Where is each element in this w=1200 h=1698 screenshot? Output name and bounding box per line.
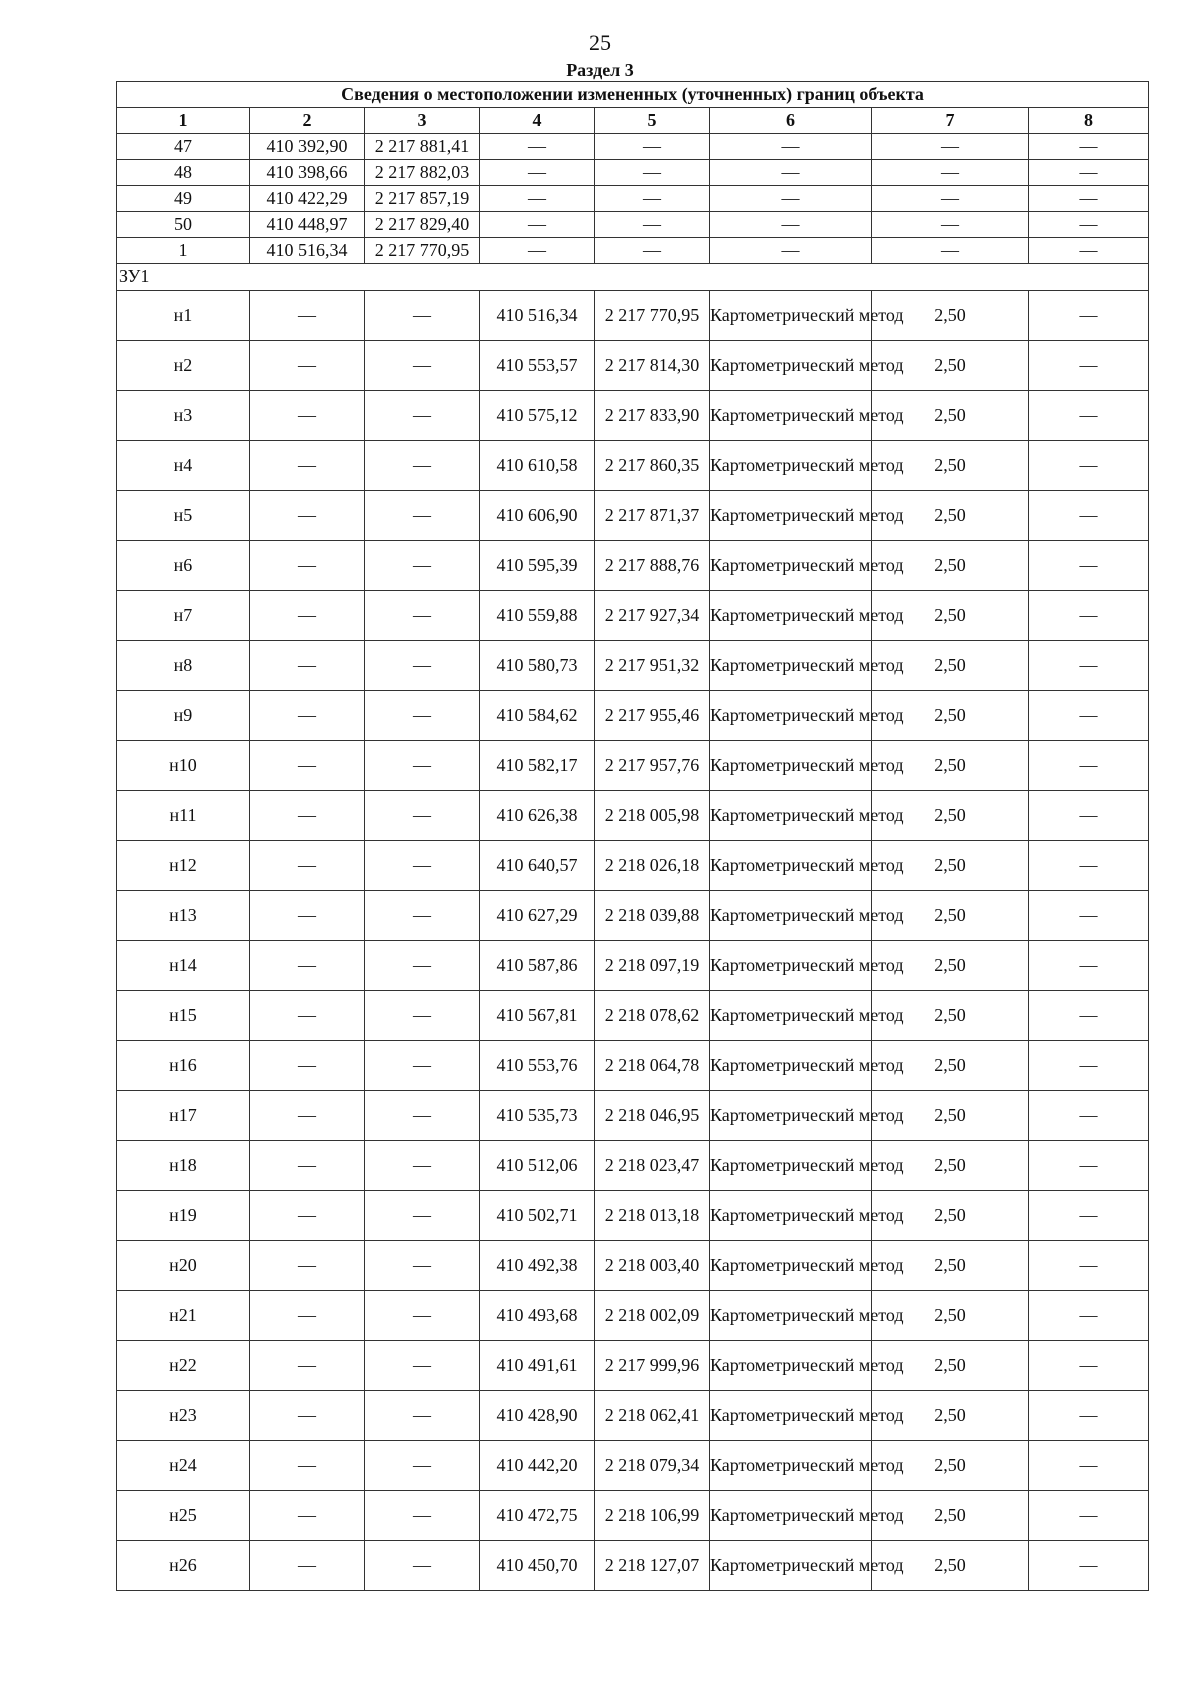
table-cell: — xyxy=(365,1191,480,1241)
table-cell: — xyxy=(365,1391,480,1441)
table-cell: 47 xyxy=(117,134,250,160)
table-cell: — xyxy=(365,691,480,741)
table-cell: — xyxy=(365,841,480,891)
table-cell: — xyxy=(250,991,365,1041)
table-cell: н1 xyxy=(117,291,250,341)
table-cell: — xyxy=(250,1491,365,1541)
table-cell: — xyxy=(872,212,1029,238)
table-cell: 2 217 857,19 xyxy=(365,186,480,212)
table-cell: 410 559,88 xyxy=(480,591,595,641)
table-cell: 410 493,68 xyxy=(480,1291,595,1341)
table-cell: 2 218 003,40 xyxy=(595,1241,710,1291)
table-cell: — xyxy=(250,841,365,891)
column-number: 6 xyxy=(710,108,872,134)
table-cell: 410 450,70 xyxy=(480,1541,595,1591)
table-cell: — xyxy=(1029,291,1149,341)
page-number: 25 xyxy=(589,30,611,55)
table-row xyxy=(117,491,1149,541)
table-cell: — xyxy=(250,291,365,341)
table-cell: — xyxy=(1029,1491,1149,1541)
table-cell: — xyxy=(595,160,710,186)
table-cell: — xyxy=(1029,991,1149,1041)
boundary-coordinates-table xyxy=(116,81,1149,1591)
table-cell: н18 xyxy=(117,1141,250,1191)
table-cell: — xyxy=(365,1291,480,1341)
table-cell: — xyxy=(595,186,710,212)
table-row xyxy=(117,791,1149,841)
table-row xyxy=(117,1391,1149,1441)
table-cell: — xyxy=(710,134,872,160)
table-cell: 2,50 xyxy=(872,1491,1029,1541)
table-cell: — xyxy=(1029,134,1149,160)
table-cell: Картометрический метод xyxy=(710,1041,872,1091)
table-cell: 410 428,90 xyxy=(480,1391,595,1441)
table-cell: — xyxy=(365,391,480,441)
table-cell: Картометрический метод xyxy=(710,691,872,741)
table-cell: — xyxy=(250,1291,365,1341)
table-cell: 410 587,86 xyxy=(480,941,595,991)
table-cell: — xyxy=(872,186,1029,212)
table-cell: — xyxy=(365,1141,480,1191)
table-cell: — xyxy=(872,238,1029,264)
group-row xyxy=(117,264,1149,291)
table-row xyxy=(117,1141,1149,1191)
table-cell: 410 516,34 xyxy=(480,291,595,341)
table-cell: — xyxy=(365,1341,480,1391)
table-row xyxy=(117,1491,1149,1541)
table-cell: н26 xyxy=(117,1541,250,1591)
table-row xyxy=(117,1041,1149,1091)
table-cell: Картометрический метод xyxy=(710,341,872,391)
table-cell: 2 217 770,95 xyxy=(365,238,480,264)
table-cell: — xyxy=(872,160,1029,186)
table-cell: — xyxy=(1029,1341,1149,1391)
table-cell: Картометрический метод xyxy=(710,1491,872,1541)
table-cell: 410 626,38 xyxy=(480,791,595,841)
table-cell: — xyxy=(1029,441,1149,491)
table-cell: н21 xyxy=(117,1291,250,1341)
table-cell: 410 512,06 xyxy=(480,1141,595,1191)
table-cell: Картометрический метод xyxy=(710,1091,872,1141)
table-cell: — xyxy=(1029,1291,1149,1341)
table-cell: 2 217 833,90 xyxy=(595,391,710,441)
table-cell: Картометрический метод xyxy=(710,791,872,841)
table-cell: — xyxy=(250,1141,365,1191)
table-cell: — xyxy=(710,186,872,212)
table-row xyxy=(117,134,1149,160)
table-cell: н5 xyxy=(117,491,250,541)
table-cell: — xyxy=(250,941,365,991)
table-cell: — xyxy=(250,641,365,691)
table-cell: 2,50 xyxy=(872,291,1029,341)
table-cell: 2,50 xyxy=(872,841,1029,891)
table-cell: н11 xyxy=(117,791,250,841)
table-cell: 410 392,90 xyxy=(250,134,365,160)
table-cell: 2,50 xyxy=(872,1241,1029,1291)
table-cell: н24 xyxy=(117,1441,250,1491)
table-cell: н13 xyxy=(117,891,250,941)
table-cell: 410 502,71 xyxy=(480,1191,595,1241)
table-cell: — xyxy=(1029,541,1149,591)
table-cell: — xyxy=(872,134,1029,160)
table-cell: — xyxy=(480,238,595,264)
table-cell: — xyxy=(595,212,710,238)
table-cell: 410 472,75 xyxy=(480,1491,595,1541)
table-cell: 2 218 023,47 xyxy=(595,1141,710,1191)
table-cell: 410 610,58 xyxy=(480,441,595,491)
table-cell: 2,50 xyxy=(872,1191,1029,1241)
table-cell: 2 217 829,40 xyxy=(365,212,480,238)
table-cell: — xyxy=(1029,1391,1149,1441)
table-cell: н16 xyxy=(117,1041,250,1091)
table-cell: 2 218 026,18 xyxy=(595,841,710,891)
table-cell: 2,50 xyxy=(872,391,1029,441)
table-cell: н19 xyxy=(117,1191,250,1241)
table-cell: 410 584,62 xyxy=(480,691,595,741)
table-cell: 2 217 888,76 xyxy=(595,541,710,591)
table-cell: 2,50 xyxy=(872,891,1029,941)
table-row xyxy=(117,160,1149,186)
table-cell: 410 448,97 xyxy=(250,212,365,238)
table-cell: 410 567,81 xyxy=(480,991,595,1041)
table-cell: Картометрический метод xyxy=(710,1341,872,1391)
table-cell: 2,50 xyxy=(872,1341,1029,1391)
table-cell: н22 xyxy=(117,1341,250,1391)
table-cell: Картометрический метод xyxy=(710,741,872,791)
table-cell: 410 535,73 xyxy=(480,1091,595,1141)
column-number: 8 xyxy=(1029,108,1149,134)
table-caption: Сведения о местоположении измененных (уточненных) границ объекта xyxy=(117,82,1149,108)
column-number: 5 xyxy=(595,108,710,134)
table-cell: — xyxy=(250,591,365,641)
table-cell: 410 516,34 xyxy=(250,238,365,264)
table-cell: 2,50 xyxy=(872,1291,1029,1341)
table-cell: — xyxy=(1029,1191,1149,1241)
table-cell: — xyxy=(1029,941,1149,991)
table-cell: н8 xyxy=(117,641,250,691)
table-cell: н10 xyxy=(117,741,250,791)
table-cell: 2,50 xyxy=(872,1391,1029,1441)
table-cell: Картометрический метод xyxy=(710,941,872,991)
table-row xyxy=(117,238,1149,264)
column-number: 4 xyxy=(480,108,595,134)
table-cell: — xyxy=(250,741,365,791)
table-cell: 2 217 999,96 xyxy=(595,1341,710,1391)
table-cell: Картометрический метод xyxy=(710,1291,872,1341)
table-cell: — xyxy=(365,1091,480,1141)
table-cell: 1 xyxy=(117,238,250,264)
table-cell: — xyxy=(595,134,710,160)
table-cell: — xyxy=(1029,841,1149,891)
table-row xyxy=(117,841,1149,891)
table-cell: Картометрический метод xyxy=(710,641,872,691)
table-cell: — xyxy=(1029,1091,1149,1141)
table-row xyxy=(117,1341,1149,1391)
table-cell: 2,50 xyxy=(872,341,1029,391)
table-cell: — xyxy=(710,212,872,238)
table-cell: Картометрический метод xyxy=(710,1141,872,1191)
table-caption-row xyxy=(117,82,1149,108)
table-cell: — xyxy=(365,891,480,941)
column-number: 2 xyxy=(250,108,365,134)
table-cell: 2 217 957,76 xyxy=(595,741,710,791)
table-row xyxy=(117,991,1149,1041)
table-cell: 49 xyxy=(117,186,250,212)
section-title: Раздел 3 xyxy=(566,60,634,80)
table-cell: н3 xyxy=(117,391,250,441)
table-row xyxy=(117,941,1149,991)
table-cell: 2,50 xyxy=(872,641,1029,691)
table-cell: Картометрический метод xyxy=(710,1241,872,1291)
table-cell: — xyxy=(250,891,365,941)
table-cell: Картометрический метод xyxy=(710,391,872,441)
table-cell: — xyxy=(365,491,480,541)
table-cell: — xyxy=(250,691,365,741)
table-cell: — xyxy=(250,1091,365,1141)
table-cell: Картометрический метод xyxy=(710,891,872,941)
table-cell: — xyxy=(710,160,872,186)
table-cell: 2 217 860,35 xyxy=(595,441,710,491)
table-cell: 2 217 814,30 xyxy=(595,341,710,391)
table-cell: 410 422,29 xyxy=(250,186,365,212)
table-cell: 2 218 002,09 xyxy=(595,1291,710,1341)
table-cell: — xyxy=(710,238,872,264)
table-cell: 2 218 005,98 xyxy=(595,791,710,841)
table-cell: 2,50 xyxy=(872,991,1029,1041)
table-cell: 2,50 xyxy=(872,1441,1029,1491)
table-cell: — xyxy=(1029,741,1149,791)
table-cell: — xyxy=(250,1341,365,1391)
table-cell: 2 218 064,78 xyxy=(595,1041,710,1091)
table-cell: н25 xyxy=(117,1491,250,1541)
table-cell: н6 xyxy=(117,541,250,591)
table-cell: 410 491,61 xyxy=(480,1341,595,1391)
table-cell: н15 xyxy=(117,991,250,1041)
table-cell: Картометрический метод xyxy=(710,591,872,641)
table-row xyxy=(117,1241,1149,1291)
table-cell: 2 217 881,41 xyxy=(365,134,480,160)
table-cell: — xyxy=(1029,186,1149,212)
table-cell: 410 640,57 xyxy=(480,841,595,891)
table-cell: н14 xyxy=(117,941,250,991)
table-row xyxy=(117,1541,1149,1591)
table-cell: — xyxy=(1029,491,1149,541)
table-cell: — xyxy=(365,441,480,491)
column-number: 3 xyxy=(365,108,480,134)
table-row xyxy=(117,391,1149,441)
table-cell: — xyxy=(365,1041,480,1091)
table-cell: — xyxy=(250,1391,365,1441)
table-row xyxy=(117,212,1149,238)
table-cell: — xyxy=(1029,691,1149,741)
table-cell: — xyxy=(250,791,365,841)
table-cell: — xyxy=(1029,891,1149,941)
column-number-row xyxy=(117,108,1149,134)
table-cell: Картометрический метод xyxy=(710,1391,872,1441)
table-cell: 2 218 097,19 xyxy=(595,941,710,991)
table-cell: 410 442,20 xyxy=(480,1441,595,1491)
table-cell: 50 xyxy=(117,212,250,238)
table-cell: — xyxy=(480,186,595,212)
table-cell: 410 606,90 xyxy=(480,491,595,541)
table-cell: — xyxy=(365,1491,480,1541)
table-cell: — xyxy=(1029,341,1149,391)
table-cell: н2 xyxy=(117,341,250,391)
table-row xyxy=(117,1441,1149,1491)
table-cell: — xyxy=(250,1541,365,1591)
table-cell: — xyxy=(365,541,480,591)
table-cell: 410 627,29 xyxy=(480,891,595,941)
table-cell: 2,50 xyxy=(872,1091,1029,1141)
table-cell: — xyxy=(1029,641,1149,691)
table-cell: — xyxy=(365,341,480,391)
column-number: 7 xyxy=(872,108,1029,134)
table-cell: 2 218 046,95 xyxy=(595,1091,710,1141)
table-cell: 410 553,76 xyxy=(480,1041,595,1091)
table-row xyxy=(117,1091,1149,1141)
table-cell: — xyxy=(595,238,710,264)
table-cell: — xyxy=(480,212,595,238)
table-cell: — xyxy=(365,791,480,841)
table-cell: 2 218 062,41 xyxy=(595,1391,710,1441)
table-cell: — xyxy=(1029,1241,1149,1291)
table-cell: 410 553,57 xyxy=(480,341,595,391)
table-cell: Картометрический метод xyxy=(710,291,872,341)
table-cell: Картометрический метод xyxy=(710,1191,872,1241)
table-row xyxy=(117,1191,1149,1241)
table-cell: 2 218 079,34 xyxy=(595,1441,710,1491)
table-cell: 2,50 xyxy=(872,491,1029,541)
table-cell: н12 xyxy=(117,841,250,891)
table-cell: н7 xyxy=(117,591,250,641)
table-cell: 2 217 871,37 xyxy=(595,491,710,541)
table-cell: — xyxy=(250,491,365,541)
table-cell: 2 218 127,07 xyxy=(595,1541,710,1591)
table-cell: — xyxy=(365,1541,480,1591)
table-cell: Картометрический метод xyxy=(710,491,872,541)
table-cell: 410 580,73 xyxy=(480,641,595,691)
table-cell: — xyxy=(365,591,480,641)
table-cell: 2,50 xyxy=(872,1141,1029,1191)
table-cell: — xyxy=(480,160,595,186)
table-cell: 2,50 xyxy=(872,591,1029,641)
table-cell: Картометрический метод xyxy=(710,841,872,891)
table-cell: 48 xyxy=(117,160,250,186)
table-row xyxy=(117,1291,1149,1341)
table-cell: 2 218 078,62 xyxy=(595,991,710,1041)
table-cell: — xyxy=(1029,238,1149,264)
table-cell: — xyxy=(250,1191,365,1241)
table-cell: Картометрический метод xyxy=(710,441,872,491)
table-cell: 2,50 xyxy=(872,691,1029,741)
table-cell: 2,50 xyxy=(872,791,1029,841)
table-cell: — xyxy=(1029,1041,1149,1091)
table-cell: — xyxy=(250,391,365,441)
table-cell: — xyxy=(250,441,365,491)
table-cell: — xyxy=(365,1441,480,1491)
table-row xyxy=(117,891,1149,941)
table-cell: 410 492,38 xyxy=(480,1241,595,1291)
table-cell: — xyxy=(1029,791,1149,841)
table-cell: н20 xyxy=(117,1241,250,1291)
table-cell: 2 217 927,34 xyxy=(595,591,710,641)
table-row xyxy=(117,591,1149,641)
table-cell: 2 218 106,99 xyxy=(595,1491,710,1541)
table-cell: — xyxy=(250,1441,365,1491)
table-cell: — xyxy=(365,991,480,1041)
table-cell: — xyxy=(480,134,595,160)
table-cell: 2,50 xyxy=(872,1041,1029,1091)
table-cell: н4 xyxy=(117,441,250,491)
table-cell: — xyxy=(1029,212,1149,238)
table-cell: — xyxy=(250,1041,365,1091)
table-cell: 2,50 xyxy=(872,541,1029,591)
table-cell: 2 217 770,95 xyxy=(595,291,710,341)
table-cell: 2 218 039,88 xyxy=(595,891,710,941)
table-cell: н23 xyxy=(117,1391,250,1441)
table-row xyxy=(117,186,1149,212)
table-cell: Картометрический метод xyxy=(710,541,872,591)
table-row xyxy=(117,441,1149,491)
table-row xyxy=(117,641,1149,691)
table-cell: — xyxy=(1029,1541,1149,1591)
table-cell: — xyxy=(365,941,480,991)
table-cell: Картометрический метод xyxy=(710,991,872,1041)
table-cell: — xyxy=(365,1241,480,1291)
table-cell: — xyxy=(365,641,480,691)
table-cell: н17 xyxy=(117,1091,250,1141)
table-cell: — xyxy=(1029,160,1149,186)
table-cell: — xyxy=(365,741,480,791)
table-cell: — xyxy=(250,341,365,391)
table-cell: — xyxy=(250,1241,365,1291)
table-cell: 2,50 xyxy=(872,941,1029,991)
table-cell: Картометрический метод xyxy=(710,1441,872,1491)
table-cell: 410 575,12 xyxy=(480,391,595,441)
table-cell: 410 398,66 xyxy=(250,160,365,186)
table-row xyxy=(117,541,1149,591)
table-cell: 2 217 882,03 xyxy=(365,160,480,186)
table-cell: — xyxy=(1029,391,1149,441)
table-cell: — xyxy=(1029,1141,1149,1191)
table-cell: — xyxy=(1029,1441,1149,1491)
table-row xyxy=(117,291,1149,341)
table-row xyxy=(117,691,1149,741)
table-cell: 410 582,17 xyxy=(480,741,595,791)
table-cell: — xyxy=(365,291,480,341)
table-cell: н9 xyxy=(117,691,250,741)
table-cell: — xyxy=(250,541,365,591)
column-number: 1 xyxy=(117,108,250,134)
table-cell: 2 217 955,46 xyxy=(595,691,710,741)
table-row xyxy=(117,741,1149,791)
table-row xyxy=(117,341,1149,391)
table-cell: 2 217 951,32 xyxy=(595,641,710,691)
table-cell: — xyxy=(1029,591,1149,641)
table-cell: 2,50 xyxy=(872,1541,1029,1591)
table-cell: 2,50 xyxy=(872,741,1029,791)
group-label: ЗУ1 xyxy=(117,264,1149,291)
table-cell: 410 595,39 xyxy=(480,541,595,591)
table-cell: 2,50 xyxy=(872,441,1029,491)
table-cell: 2 218 013,18 xyxy=(595,1191,710,1241)
table-cell: Картометрический метод xyxy=(710,1541,872,1591)
